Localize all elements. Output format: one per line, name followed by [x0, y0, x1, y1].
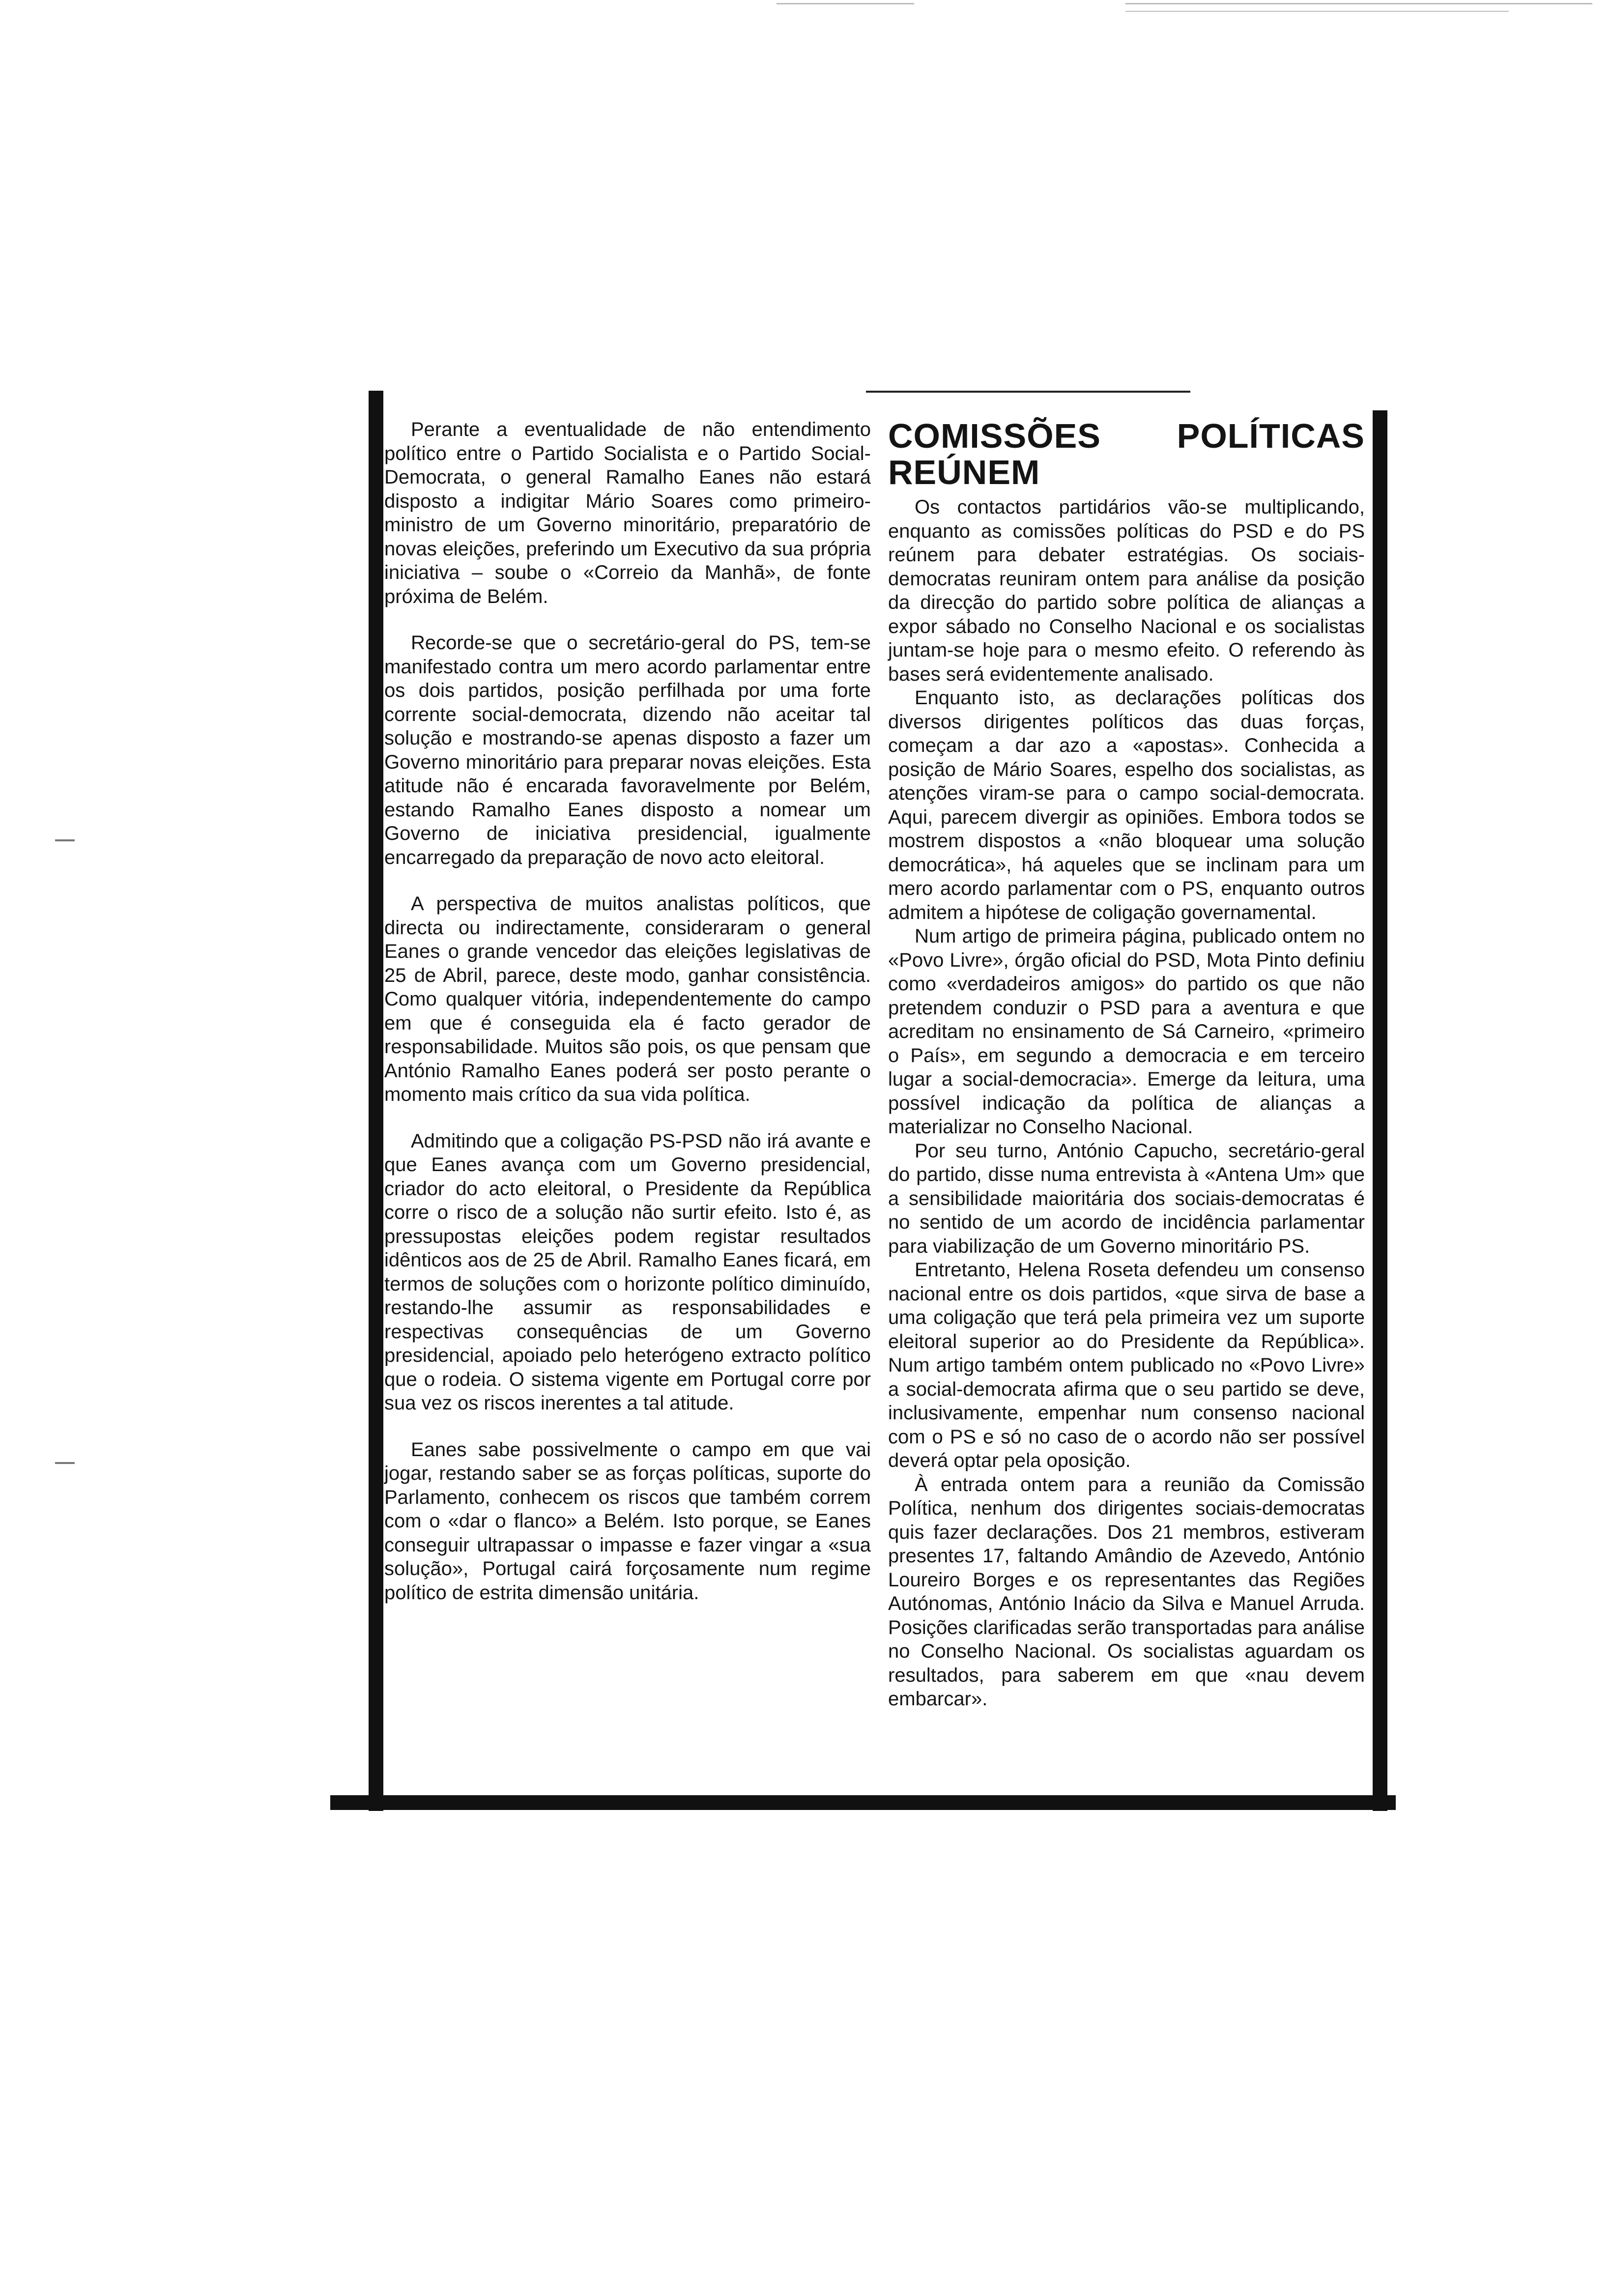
frame-bottom-border: [330, 1795, 1396, 1810]
left-column: [384, 418, 871, 1627]
scan-artifact-mark: [55, 1462, 75, 1464]
scan-artifact-line: [1125, 3, 1592, 4]
right-column: [888, 418, 1365, 1711]
paragraph: Perante a eventualidade de não entendimento político entre o Partido Socialista e o Partido Social-Democrata, o general Ramalho Eanes não estará disposto a indigitar Mário Soares como primeiro-ministro de um Governo minoritário, preparatório de novas eleições, preferindo um Executivo da sua própria iniciativa – soube o «Correio da Manhã», de fonte próxima de Belém.: [384, 419, 871, 607]
frame-top-rule: [866, 391, 1190, 393]
paragraph: Os contactos partidários vão-se multiplicando, enquanto as comissões políticas do PSD e do PS reúnem para debater estratégias. Os sociais-democratas reuniram ontem para análise da posição da direcção do partido sobre política de alianças a expor sábado no Conselho Nacional e os socialistas juntam-se hoje para o mesmo efeito. O referendo às bases será evidentemente analisado.: [888, 496, 1365, 685]
scan-artifact-mark: [55, 839, 75, 841]
paragraph: Enquanto isto, as declarações políticas dos diversos dirigentes políticos das duas forças, começam a dar azo a «apostas». Conhecida a posição de Mário Soares, espelho dos socialistas, as atenções viram-se para o campo social-democrata. Aqui, parecem divergir as opiniões. Embora todos se mostrem dispostos a «não bloquear uma solução democrática», há aqueles que se inclinam para um mero acordo parlamentar com o PS, enquanto outros admitem a hipótese de coligação governamental.: [888, 687, 1365, 923]
paragraph: Admitindo que a coligação PS-PSD não irá avante e que Eanes avança com um Governo presidencial, criador do acto eleitoral, o Presidente da República corre o risco de a solução não surtir efeito. Isto é, as pressupostas eleições podem registar resultados idênticos aos de 25 de Abril. Ramalho Eanes ficará, em termos de soluções com o horizonte político diminuído, restando-lhe assumir as responsabilidades e respectivas consequências de um Governo presidencial, apoiado pelo heterógeno extracto político que o rodeia. O sistema vigente em Portugal corre por sua vez os riscos inerentes a tal atitude.: [384, 1130, 871, 1414]
paragraph: Entretanto, Helena Roseta defendeu um consenso nacional entre os dois partidos, «que sirva de base a uma coligação que terá pela primeira vez um suporte eleitoral superior ao do Presidente da República». Num artigo também ontem publicado no «Povo Livre» a social-democrata afirma que o seu partido se deve, inclusivamente, empenhar num consenso nacional com o PS e só no caso de o acordo não ser possível deverá optar pela oposição.: [888, 1259, 1365, 1471]
frame-right-border: [1373, 410, 1387, 1811]
frame-left-border: [369, 391, 383, 1811]
paragraph: Eanes sabe possivelmente o campo em que vai jogar, restando saber se as forças políticas, suporte do Parlamento, conhecem os riscos que também correm com o «dar o flanco» a Belém. Isto porque, se Eanes conseguir ultrapassar o impasse e fazer vingar a «sua solução», Portugal cairá forçosamente num regime político de estrita dimensão unitária.: [384, 1438, 871, 1604]
paragraph: Recorde-se que o secretário-geral do PS, tem-se manifestado contra um mero acordo parlamentar entre os dois partidos, posição perfilhada por uma forte corrente social-democrata, dizendo não aceitar tal solução e mostrando-se apenas disposto a fazer um Governo minoritário para preparar novas eleições. Esta atitude não é encarada favoravelmente por Belém, estando Ramalho Eanes disposto a nomear um Governo de iniciativa presidencial, igualmente encarregado da preparação de novo acto eleitoral.: [384, 632, 871, 868]
paragraph: À entrada ontem para a reunião da Comissão Política, nenhum dos dirigentes sociais-democratas quis fazer declarações. Dos 21 membros, estiveram presentes 17, faltando Amândio de Azevedo, António Loureiro Borges e os representantes das Regiões Autónomas, António Inácio da Silva e Manuel Arruda. Posições clarificadas serão transportadas para análise no Conselho Nacional. Os socialistas aguardam os resultados, para saberem em que «nau devem embarcar».: [888, 1473, 1365, 1710]
headline: COMISSÕES POLÍTICAS REÚNEM: [888, 417, 1365, 491]
paragraph: Por seu turno, António Capucho, secretário-geral do partido, disse numa entrevista à «Antena Um» que a sensibilidade maioritária dos sociais-democratas é no sentido de um acordo de incidência parlamentar para viabilização de um Governo minoritário PS.: [888, 1140, 1365, 1257]
paragraph: A perspectiva de muitos analistas políticos, que directa ou indirectamente, consideraram o general Eanes o grande vencedor das eleições legislativas de 25 de Abril, parece, deste modo, ganhar consistência. Como qualquer vitória, independentemente do campo em que é conseguida ela é facto gerador de responsabilidade. Muitos são pois, os que pensam que António Ramalho Eanes poderá ser posto perante o momento mais crítico da sua vida política.: [384, 893, 871, 1105]
scan-artifact-line: [1125, 11, 1509, 12]
paragraph: Num artigo de primeira página, publicado ontem no «Povo Livre», órgão oficial do PSD, Mota Pinto definiu como «verdadeiros amigos» do partido os que não pretendem conduzir o PSD para a aventura e que acreditam no ensinamento de Sá Carneiro, «primeiro o País», em segundo a democracia e em terceiro lugar a social-democracia». Emerge da leitura, uma possível indicação da política de alianças a materializar no Conselho Nacional.: [888, 925, 1365, 1138]
newspaper-clipping: [330, 391, 1396, 1815]
scan-artifact-line: [777, 3, 914, 4]
